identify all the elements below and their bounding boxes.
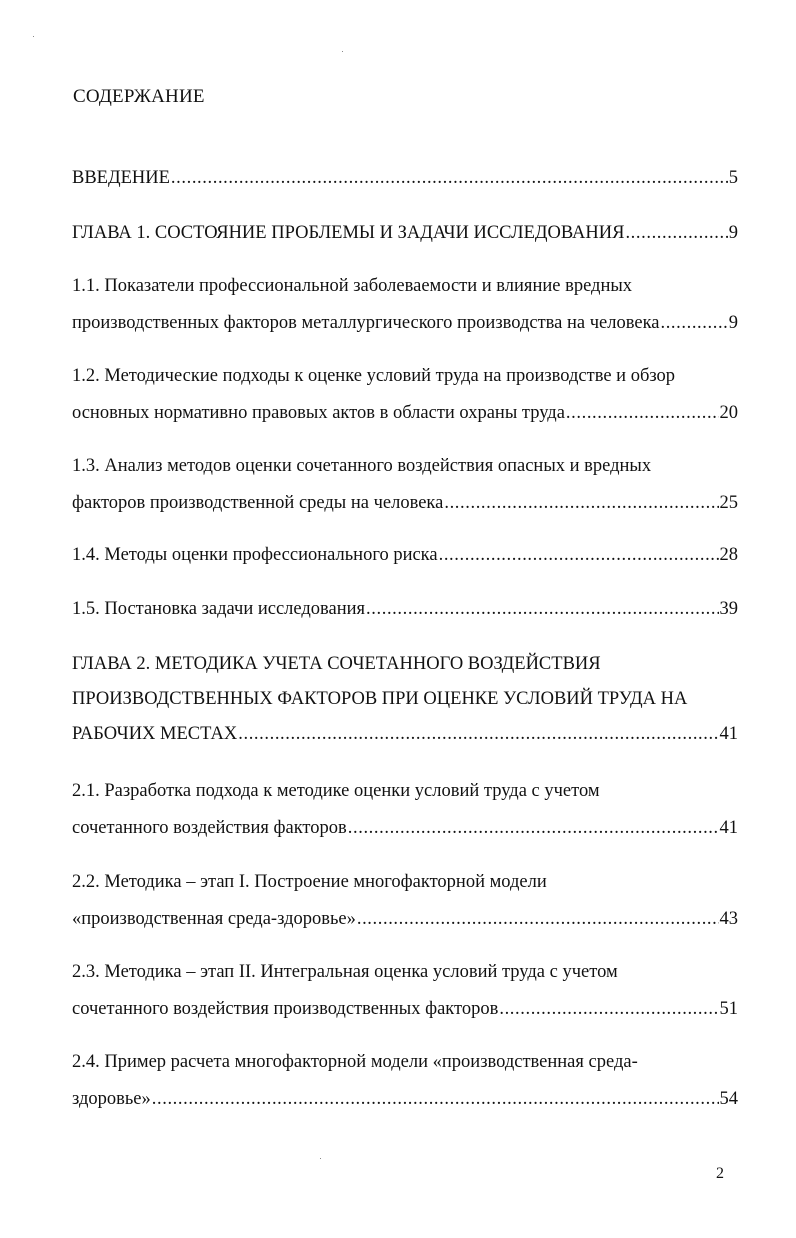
page-title: СОДЕРЖАНИЕ — [73, 86, 205, 107]
toc-entry-chapter-1[interactable] — [72, 223, 738, 243]
toc-page-number: 43 — [719, 909, 738, 929]
toc-entry-text: 2.1. Разработка подхода к методике оценки условий труда с учетом — [72, 781, 600, 801]
toc-page-number: 54 — [719, 1089, 738, 1109]
toc-entry-1-3[interactable] — [72, 456, 738, 513]
toc-entry-text: производственных факторов металлургического производства на человека — [72, 313, 660, 333]
toc-page-number: 9 — [728, 313, 738, 333]
scan-speck — [33, 36, 34, 37]
toc-page-number: 20 — [719, 403, 738, 423]
toc-entry-text: ПРОИЗВОДСТВЕННЫХ ФАКТОРОВ ПРИ ОЦЕНКЕ УСЛОВИЙ ТРУДА НА — [72, 689, 688, 709]
toc-page-number: 9 — [728, 223, 738, 243]
dot-leader — [444, 493, 718, 513]
toc-entry-text: «производственная среда-здоровье» — [72, 909, 356, 929]
toc-entry-text: здоровье» — [72, 1089, 151, 1109]
toc-entry-text: ГЛАВА 1. СОСТОЯНИЕ ПРОБЛЕМЫ И ЗАДАЧИ ИССЛЕДОВАНИЯ — [72, 223, 625, 243]
dot-leader — [171, 168, 728, 188]
toc-entry-text: 2.2. Методика – этап I. Построение многофакторной модели — [72, 872, 547, 892]
toc-entry-text: 1.5. Постановка задачи исследования — [72, 599, 366, 619]
dot-leader — [152, 1089, 719, 1109]
toc-page-number: 39 — [719, 599, 738, 619]
toc-entry-chapter-2[interactable] — [72, 654, 738, 744]
toc-page-number: 25 — [719, 493, 738, 513]
toc-entry-2-1[interactable] — [72, 781, 738, 838]
toc-entry-text: 1.4. Методы оценки профессионального риска — [72, 545, 438, 565]
toc-entry-text: 2.3. Методика – этап II. Интегральная оценка условий труда с учетом — [72, 962, 618, 982]
toc-entry-1-4[interactable] — [72, 545, 738, 565]
toc-entry-2-2[interactable] — [72, 872, 738, 929]
toc-entry-2-3[interactable] — [72, 962, 738, 1019]
toc-entry-text: 2.4. Пример расчета многофакторной модели «производственная среда- — [72, 1052, 638, 1072]
toc-entry-1-2[interactable] — [72, 366, 738, 423]
toc-entry-text: ГЛАВА 2. МЕТОДИКА УЧЕТА СОЧЕТАННОГО ВОЗДЕЙСТВИЯ — [72, 654, 601, 674]
toc-entry-text: 1.2. Методические подходы к оценке условий труда на производстве и обзор — [72, 366, 676, 386]
toc-entry-text: основных нормативно правовых актов в области охраны труда — [72, 403, 565, 423]
dot-leader — [366, 599, 718, 619]
dot-leader — [566, 403, 719, 423]
dot-leader — [357, 909, 719, 929]
toc-entry-text: сочетанного воздействия факторов — [72, 818, 347, 838]
dot-leader — [499, 999, 718, 1019]
toc-entry-text: факторов производственной среды на человека — [72, 493, 444, 513]
scan-speck — [342, 51, 343, 52]
toc-entry-1-1[interactable] — [72, 276, 738, 333]
toc-entry-1-5[interactable] — [72, 599, 738, 619]
toc-page-number: 28 — [719, 545, 738, 565]
scan-speck — [320, 1158, 321, 1159]
dot-leader — [348, 818, 719, 838]
toc-page-number: 5 — [728, 168, 738, 188]
dot-leader — [439, 545, 719, 565]
toc-entry-text: ВВЕДЕНИЕ — [72, 168, 170, 188]
dot-leader — [238, 724, 718, 744]
dot-leader — [660, 313, 727, 333]
toc-entry-introduction[interactable] — [72, 168, 738, 188]
page-number: 2 — [716, 1165, 724, 1182]
toc-entry-text: 1.3. Анализ методов оценки сочетанного воздействия опасных и вредных — [72, 456, 652, 476]
toc-entry-2-4[interactable] — [72, 1052, 738, 1109]
toc-page-number: 51 — [719, 999, 738, 1019]
toc-entry-text: сочетанного воздействия производственных факторов — [72, 999, 499, 1019]
toc-page-number: 41 — [719, 724, 738, 744]
toc-entry-text: 1.1. Показатели профессиональной заболеваемости и влияние вредных — [72, 276, 633, 296]
toc-entry-text: РАБОЧИХ МЕСТАХ — [72, 724, 238, 744]
dot-leader — [625, 223, 727, 243]
toc-page-number: 41 — [719, 818, 738, 838]
